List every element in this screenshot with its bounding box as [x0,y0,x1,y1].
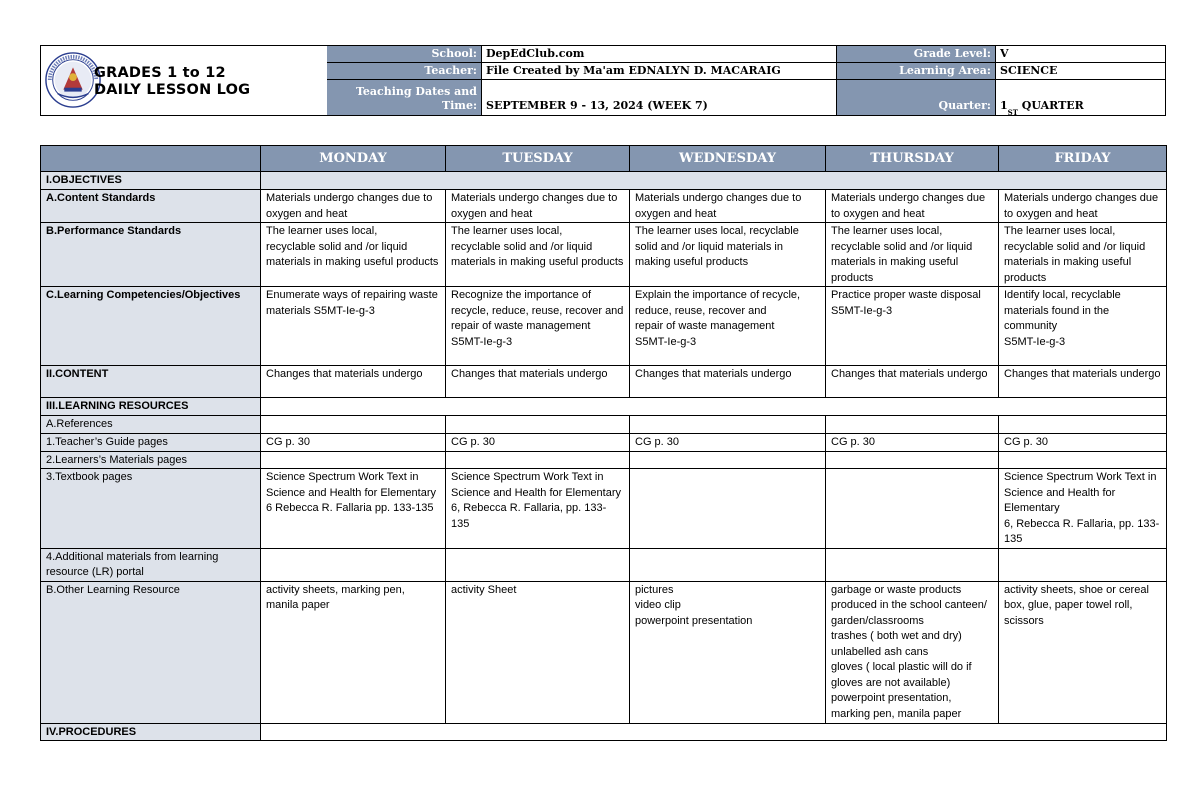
cell-textbook-thu [826,469,999,549]
lesson-log-header [40,45,1166,116]
cell-performance-standards-wed: The learner uses local, recyclable solid and /or liquid materials in making useful products [630,223,826,287]
row-label-references: A.References [41,416,261,434]
cell-blank [630,548,826,581]
corner-cell [41,146,261,172]
cell-blank [630,416,826,434]
learning-area-value: SCIENCE [996,63,1165,80]
row-label-objectives: I.OBJECTIVES [41,172,261,190]
quarter-label: Quarter: [837,80,996,115]
cell-other-resources-wed: pictures video clip powerpoint presentation [630,581,826,723]
daily-lesson-log-table [40,145,1167,741]
table-row [41,469,1167,549]
page-title [94,65,250,99]
cell-textbook-mon: Science Spectrum Work Text in Science and Health for Elementary 6 Rebecca R. Fallaria pp. 133-135 [261,469,446,549]
cell-competencies-wed: Explain the importance of recycle, reduce, reuse, recover and repair of waste management S5MT-Ie-g-3 [630,287,826,366]
cell-blank [826,451,999,469]
row-label-additional-materials: 4.Additional materials from learning resource (LR) portal [41,548,261,581]
row-label-content: II.CONTENT [41,366,261,398]
cell-teachers-guide-fri: CG p. 30 [999,434,1167,452]
cell-textbook-fri: Science Spectrum Work Text in Science and Health for Elementary 6, Rebecca R. Fallaria, pp. 133-135 [999,469,1167,549]
cell-blank [999,416,1167,434]
cell-content-wed: Changes that materials undergo [630,366,826,398]
cell-teachers-guide-wed: CG p. 30 [630,434,826,452]
cell-other-resources-mon: activity sheets, marking pen, manila paper [261,581,446,723]
cell-textbook-wed [630,469,826,549]
row-label-performance-standards: B.Performance Standards [41,223,261,287]
cell-competencies-fri: Identify local, recyclable materials found in the community S5MT-Ie-g-3 [999,287,1167,366]
cell-teachers-guide-mon: CG p. 30 [261,434,446,452]
cell-blank [446,416,630,434]
row-label-procedures: IV.PROCEDURES [41,723,261,741]
table-row [41,190,1167,223]
teaching-dates-value: SEPTEMBER 9 - 13, 2024 (WEEK 7) [482,80,837,115]
quarter-word: QUARTER [1017,99,1084,112]
school-label: School: [327,46,482,63]
cell-blank [261,416,446,434]
table-row [41,434,1167,452]
day-header-monday: MONDAY [261,146,446,172]
row-label-learners-materials: 2.Learners’s Materials pages [41,451,261,469]
cell-other-resources-tue: activity Sheet [446,581,630,723]
cell-blank [446,451,630,469]
cell-blank [446,548,630,581]
table-row [41,172,1167,190]
teaching-dates-label-line-2: Time: [441,99,477,112]
row-label-competencies: C.Learning Competencies/Objectives [41,287,261,366]
teacher-value: File Created by Ma'am EDNALYN D. MACARAIG [482,63,837,80]
table-row [41,366,1167,398]
row-label-textbook: 3.Textbook pages [41,469,261,549]
school-value: DepEdClub.com [482,46,837,63]
day-header-thursday: THURSDAY [826,146,999,172]
table-row [41,287,1167,366]
cell-performance-standards-tue: The learner uses local, recyclable solid and /or liquid materials in making useful products [446,223,630,287]
row-label-learning-resources: III.LEARNING RESOURCES [41,398,261,416]
title-line-2: DAILY LESSON LOG [94,82,251,98]
row-label-other-resources: B.Other Learning Resource [41,581,261,723]
cell-performance-standards-thu: The learner uses local, recyclable solid and /or liquid materials in making useful products [826,223,999,287]
table-row [41,416,1167,434]
cell-content-thu: Changes that materials undergo [826,366,999,398]
day-header-friday: FRIDAY [999,146,1167,172]
cell-performance-standards-fri: The learner uses local, recyclable solid and /or liquid materials in making useful products [999,223,1167,287]
cell-textbook-tue: Science Spectrum Work Text in Science and Health for Elementary 6, Rebecca R. Fallaria, pp. 133-135 [446,469,630,549]
teaching-dates-label-line-1: Teaching Dates and [355,85,477,98]
row-label-teachers-guide: 1.Teacher’s Guide pages [41,434,261,452]
title-line-1: GRADES 1 to 12 [94,65,226,81]
learning-area-label: Learning Area: [837,63,996,80]
cell-competencies-tue: Recognize the importance of recycle, reduce, reuse, recover and repair of waste management S5MT-Ie-g-3 [446,287,630,366]
cell-blank [630,451,826,469]
cell-performance-standards-mon: The learner uses local, recyclable solid and /or liquid materials in making useful products [261,223,446,287]
cell-other-resources-fri: activity sheets, shoe or cereal box, glue, paper towel roll, scissors [999,581,1167,723]
cell-blank [999,451,1167,469]
cell-blank [261,548,446,581]
cell-content-tue: Changes that materials undergo [446,366,630,398]
table-row [41,548,1167,581]
cell-content-standards-fri: Materials undergo changes due to oxygen and heat [999,190,1167,223]
quarter-value: 1 ST QUARTER [1000,99,1084,115]
cell-teachers-guide-thu: CG p. 30 [826,434,999,452]
day-header-row [41,146,1167,172]
cell-blank [261,451,446,469]
table-row [41,723,1167,741]
cell-blank [999,548,1167,581]
header-title-block [41,46,328,115]
cell-content-standards-mon: Materials undergo changes due to oxygen and heat [261,190,446,223]
quarter-number: 1 [1000,99,1008,112]
cell-blank [826,416,999,434]
table-row [41,581,1167,723]
cell-content-standards-tue: Materials undergo changes due to oxygen and heat [446,190,630,223]
cell-content-standards-thu: Materials undergo changes due to oxygen and heat [826,190,999,223]
cell-teachers-guide-tue: CG p. 30 [446,434,630,452]
teaching-dates-label [327,80,482,115]
grade-level-value: V [996,46,1165,63]
section-blank [261,723,1167,741]
grade-level-label: Grade Level: [837,46,996,63]
header-info-grid [327,46,1165,115]
section-blank [261,398,1167,416]
cell-content-standards-wed: Materials undergo changes due to oxygen and heat [630,190,826,223]
teacher-label: Teacher: [327,63,482,80]
cell-competencies-mon: Enumerate ways of repairing waste materials S5MT-Ie-g-3 [261,287,446,366]
table-row [41,398,1167,416]
cell-content-fri: Changes that materials undergo [999,366,1167,398]
table-row [41,451,1167,469]
day-header-tuesday: TUESDAY [446,146,630,172]
cell-competencies-thu: Practice proper waste disposal S5MT-Ie-g-3 [826,287,999,366]
row-label-content-standards: A.Content Standards [41,190,261,223]
cell-other-resources-thu: garbage or waste products produced in the school canteen/ garden/classrooms trashes ( both wet and dry) unlabelled ash cans gloves ( local plastic will do if gloves are not available) powerpoint presentation, marking pen, manila paper [826,581,999,723]
table-row [41,223,1167,287]
cell-blank [826,548,999,581]
day-header-wednesday: WEDNESDAY [630,146,826,172]
section-fill [261,172,1167,190]
cell-content-mon: Changes that materials undergo [261,366,446,398]
